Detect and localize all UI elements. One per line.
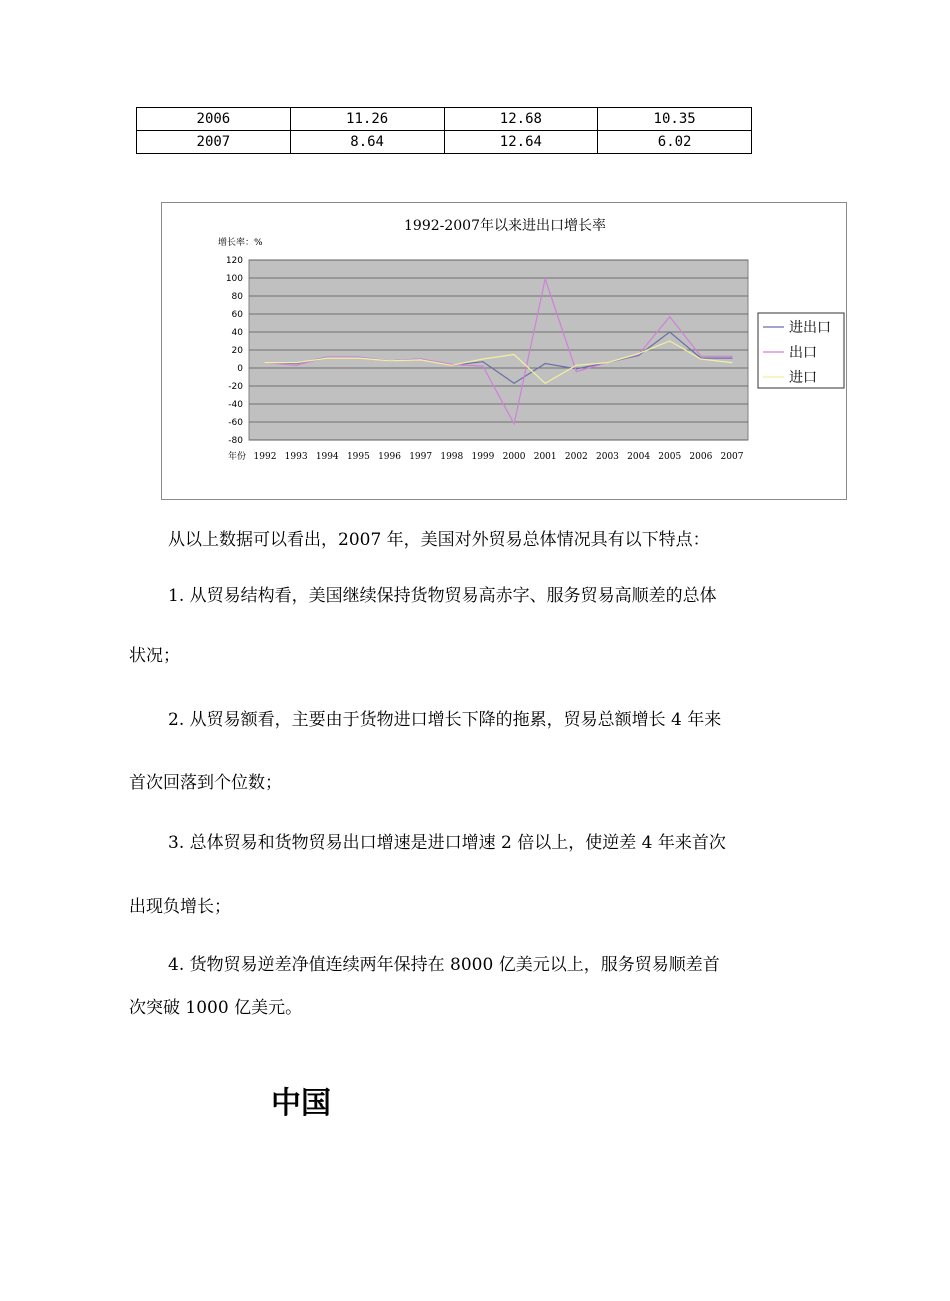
chart-title: 1992-2007年以来进出口增长率: [404, 218, 606, 234]
section-heading: 中国: [271, 1086, 331, 1121]
y-tick-label: 40: [231, 328, 243, 338]
x-tick-label: 2006: [689, 452, 713, 462]
legend-label: 进口: [789, 370, 817, 386]
table-cell: 2007: [137, 131, 291, 154]
data-point: [607, 362, 608, 363]
data-point: [327, 358, 328, 359]
data-point: [264, 362, 265, 363]
chart-frame: [161, 202, 847, 500]
data-point: [513, 354, 514, 355]
data-point: [482, 361, 483, 362]
paragraph-point-2: 2. 从贸易额看，主要由于货物进口增长下降的拖累，贸易总额增长 4 年来: [168, 710, 722, 730]
data-point: [576, 371, 577, 372]
data-point: [731, 362, 732, 363]
table-cell: 8.64: [290, 131, 444, 154]
data-point: [545, 278, 546, 279]
y-axis-label: 增长率：%: [218, 238, 263, 248]
x-tick-label: 2005: [658, 452, 682, 462]
legend: [758, 313, 844, 388]
y-tick-label: 20: [231, 346, 243, 356]
line-chart: [162, 203, 846, 499]
y-tick-label: -60: [228, 418, 243, 428]
x-tick-label: 1995: [346, 452, 370, 462]
table-cell: 11.26: [290, 108, 444, 131]
x-tick-label: 2000: [502, 452, 526, 462]
y-tick-label: -80: [228, 436, 243, 446]
x-tick-label: 1999: [471, 452, 495, 462]
y-tick-label: 120: [225, 256, 243, 266]
data-point: [482, 358, 483, 359]
data-point: [700, 356, 701, 357]
data-point: [420, 359, 421, 360]
data-point: [358, 358, 359, 359]
x-tick-label: 1993: [284, 452, 308, 462]
x-tick-label: 1992: [253, 452, 277, 462]
paragraph-point-3: 3. 总体贸易和货物贸易出口增速是进口增速 2 倍以上，使逆差 4 年来首次: [168, 833, 726, 853]
paragraph-point-2-cont: 首次回落到个位数；: [129, 773, 282, 793]
paragraph-point-4-cont: 次突破 1000 亿美元。: [129, 998, 303, 1018]
y-tick-label: -20: [228, 382, 243, 392]
data-point: [669, 340, 670, 341]
table-cell: 12.64: [444, 131, 598, 154]
data-point: [451, 365, 452, 366]
data-table: [136, 107, 752, 154]
y-tick-label: 60: [231, 310, 243, 320]
legend-label: 出口: [789, 345, 817, 361]
table-cell: 2006: [137, 108, 291, 131]
x-tick-label: 1994: [315, 452, 339, 462]
data-point: [545, 383, 546, 384]
table-cell: 6.02: [598, 131, 752, 154]
data-point: [638, 353, 639, 354]
x-tick-label: 2007: [720, 452, 744, 462]
data-point: [513, 423, 514, 424]
data-point: [669, 331, 670, 332]
legend-label: 进出口: [789, 320, 831, 336]
y-tick-label: 0: [237, 364, 243, 374]
x-tick-label: 1996: [378, 452, 401, 462]
x-tick-label: 2002: [564, 452, 588, 462]
x-tick-label: 2001: [533, 452, 557, 462]
data-point: [700, 358, 701, 359]
table-row: [137, 131, 752, 154]
paragraph-point-1: 1. 从贸易结构看，美国继续保持货物贸易高赤字、服务贸易高顺差的总体: [168, 586, 717, 606]
table-cell: 12.68: [444, 108, 598, 131]
table-row: [137, 108, 752, 131]
x-tick-label: 2003: [596, 452, 619, 462]
paragraph-point-1-cont: 状况；: [129, 646, 180, 666]
paragraph-intro: 从以上数据可以看出，2007 年，美国对外贸易总体情况具有以下特点：: [168, 530, 710, 550]
data-point: [389, 360, 390, 361]
data-point: [731, 358, 732, 359]
x-axis-label: 年份: [228, 452, 247, 462]
paragraph-point-4: 4. 货物贸易逆差净值连续两年保持在 8000 亿美元以上，服务贸易顺差首: [168, 955, 720, 975]
paragraph-point-3-cont: 出现负增长；: [129, 897, 231, 917]
y-tick-label: 80: [231, 292, 243, 302]
data-point: [513, 383, 514, 384]
x-tick-label: 2004: [627, 452, 651, 462]
x-tick-label: 1998: [440, 452, 464, 462]
data-point: [669, 316, 670, 317]
data-point: [296, 365, 297, 366]
x-tick-label: 1997: [409, 452, 433, 462]
data-point: [731, 356, 732, 357]
data-point: [576, 365, 577, 366]
data-point: [482, 366, 483, 367]
data-point: [296, 362, 297, 363]
table-cell: 10.35: [598, 108, 752, 131]
data-point: [545, 363, 546, 364]
y-tick-label: 100: [225, 274, 243, 284]
y-tick-label: -40: [228, 400, 243, 410]
